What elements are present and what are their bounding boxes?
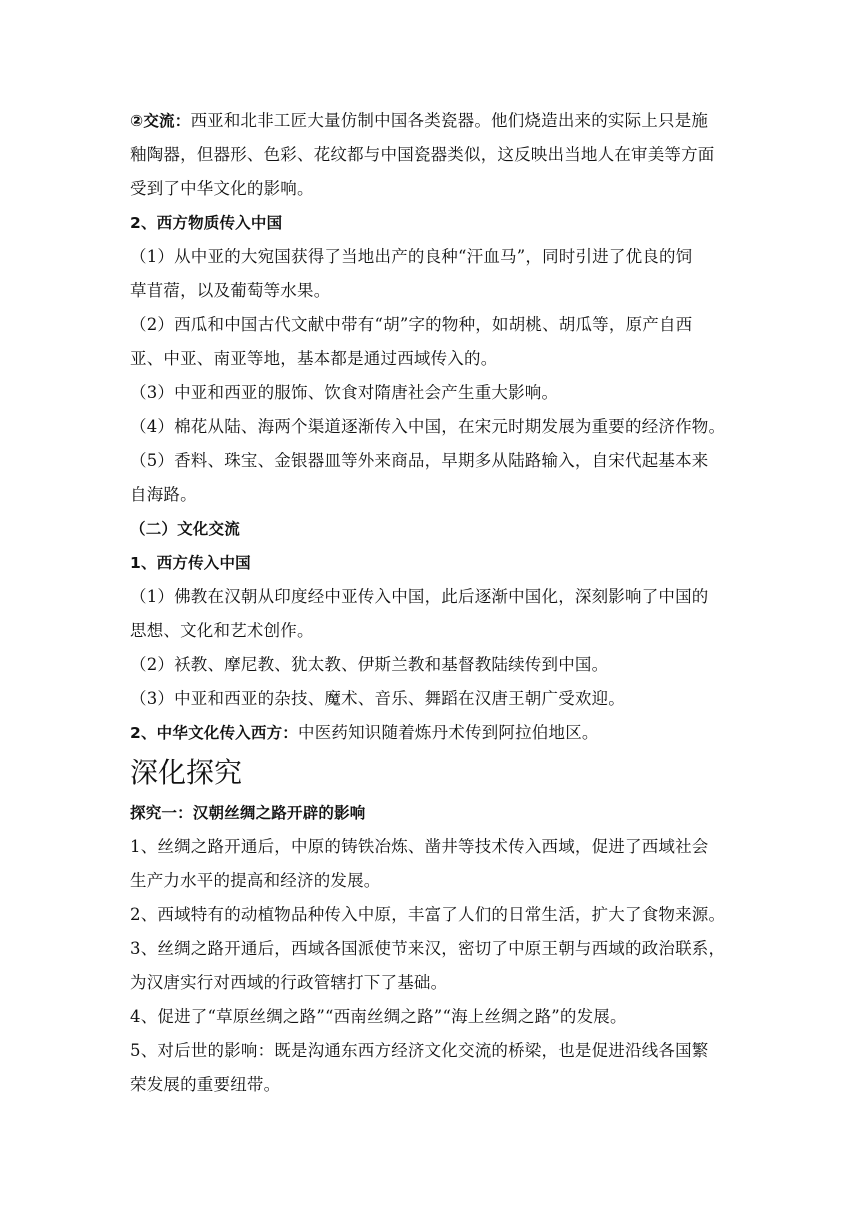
list-item: 4、促进了“草原丝绸之路”“西南丝绸之路”“海上丝绸之路”的发展。 — [130, 1007, 627, 1026]
list-item: （3）中亚和西亚的杂技、魔术、音乐、舞蹈在汉唐王朝广受欢迎。 — [130, 689, 625, 708]
list-item-continuation: 生产力水平的提高和经济的发展。 — [130, 871, 381, 890]
exchange-label: ②交流： — [130, 112, 191, 130]
list-item: 1、丝绸之路开通后，中原的铸铁冶炼、凿井等技术传入西域，促进了西域社会 — [130, 837, 709, 856]
list-item: 3、丝绸之路开通后，西域各国派使节来汉，密切了中原王朝与西域的政治联系， — [130, 939, 726, 958]
list-item-continuation: 为汉唐实行对西域的行政管辖打下了基础。 — [130, 973, 448, 992]
list-item: （2）西瓜和中国古代文献中带有“胡”字的物种，如胡桃、胡瓜等，原产自西 — [130, 315, 693, 334]
list-item: （3）中亚和西亚的服饰、饮食对隋唐社会产生重大影响。 — [130, 383, 559, 402]
section-heading-cultural-exchange: （二）文化交流 — [130, 520, 240, 538]
exchange-text-line3: 受到了中华文化的影响。 — [130, 179, 314, 198]
list-item: （2）袄教、摩尼教、犹太教、伊斯兰教和基督教陆续传到中国。 — [130, 655, 609, 674]
list-item-continuation: 荣发展的重要纽带。 — [130, 1075, 281, 1094]
list-item-continuation: 亚、中亚、南亚等地，基本都是通过西域传入的。 — [130, 349, 498, 368]
paragraph-china-to-west — [130, 716, 735, 750]
list-item: （1）佛教在汉朝从印度经中亚传入中国，此后逐渐中国化，深刻影响了中国的 — [130, 587, 709, 606]
section-title-deep-inquiry: 深化探究 — [130, 756, 243, 789]
inquiry-subtitle: 探究一：汉朝丝绸之路开辟的影响 — [130, 804, 366, 822]
list-item: 5、对后世的影响：既是沟通东西方经济文化交流的桥梁，也是促进沿线各国繁 — [130, 1041, 709, 1060]
list-item-continuation: 自海路。 — [130, 485, 197, 504]
list-item: 2、西域特有的动植物品种传入中原，丰富了人们的日常生活，扩大了食物来源。 — [130, 905, 726, 924]
exchange-text-line1: 西亚和北非工匠大量仿制中国各类瓷器。他们烧造出来的实际上只是施 — [190, 111, 709, 130]
subheading-west-to-china: 1、西方传入中国 — [130, 554, 251, 572]
list-item: （1）从中亚的大宛国获得了当地出产的良种“汗血马”，同时引进了优良的饲 — [130, 247, 693, 266]
paragraph-exchange — [130, 104, 735, 138]
china-to-west-text: 中医药知识随着炼丹术传到阿拉伯地区。 — [298, 723, 599, 742]
list-item-continuation: 草苜蓿，以及葡萄等水果。 — [130, 281, 331, 300]
china-to-west-label: 2、中华文化传入西方： — [130, 724, 298, 742]
section-heading-western-goods: 2、西方物质传入中国 — [130, 214, 283, 232]
list-item: （4）棉花从陆、海两个渠道逐渐传入中国，在宋元时期发展为重要的经济作物。 — [130, 417, 726, 436]
list-item: （5）香料、珠宝、金银器皿等外来商品，早期多从陆路输入，自宋代起基本来 — [130, 451, 709, 470]
list-item-continuation: 思想、文化和艺术创作。 — [130, 621, 314, 640]
document-page — [130, 104, 735, 1102]
exchange-text-line2: 釉陶器，但器形、色彩、花纹都与中国瓷器类似，这反映出当地人在审美等方面 — [130, 145, 715, 164]
